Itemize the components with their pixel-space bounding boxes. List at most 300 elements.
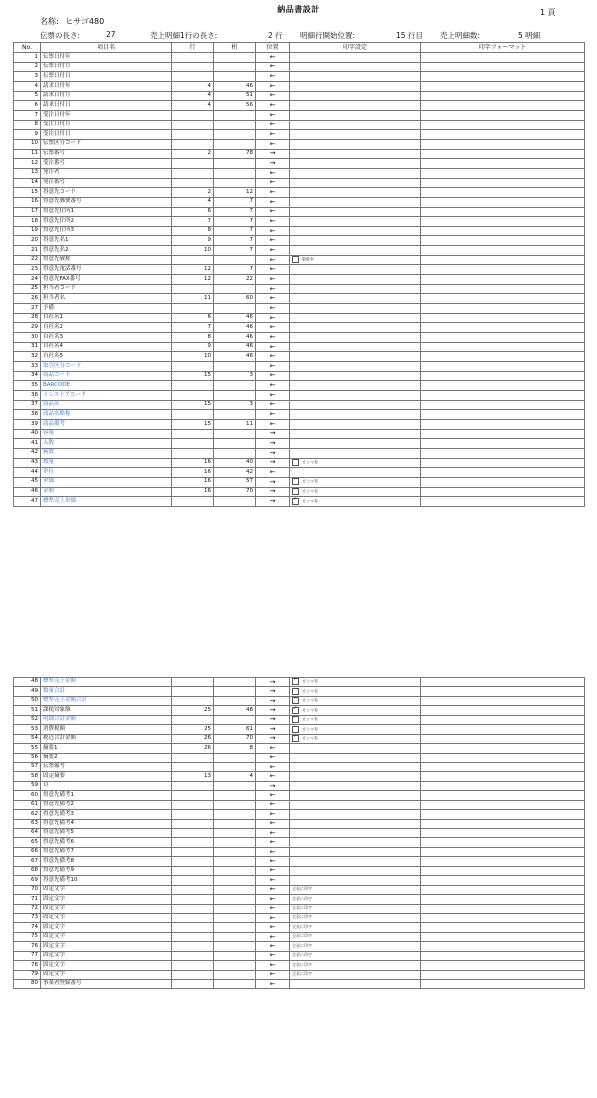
column-value	[214, 159, 256, 169]
alignment-arrow: ←	[256, 744, 290, 753]
row-value	[172, 847, 214, 856]
print-setting-cell	[290, 696, 421, 705]
comma-checkbox[interactable]	[292, 256, 299, 263]
row-number: 46	[14, 487, 41, 497]
print-format-cell	[421, 772, 585, 781]
row-number: 57	[14, 762, 41, 771]
print-setting-cell	[290, 781, 421, 790]
alignment-arrow: →	[256, 687, 290, 696]
comma-checkbox[interactable]	[292, 488, 299, 495]
form-name-label: 名称:	[40, 17, 59, 26]
print-format-cell	[421, 255, 585, 265]
alignment-arrow: →	[256, 477, 290, 487]
column-value: 46	[214, 313, 256, 323]
item-name: 明細合計金額	[41, 715, 172, 724]
print-setting-cell	[290, 923, 421, 932]
print-format-cell	[421, 781, 585, 790]
row-number: 48	[14, 678, 41, 687]
print-setting-cell	[290, 304, 421, 314]
alignment-arrow: ←	[256, 819, 290, 828]
print-setting-cell	[290, 419, 421, 429]
item-name: 得意先名2	[41, 246, 172, 256]
item-name: 伝票日付日	[41, 72, 172, 82]
alignment-arrow: ←	[256, 304, 290, 314]
alignment-arrow: ←	[256, 197, 290, 207]
alignment-arrow: →	[256, 678, 290, 687]
print-format-cell	[421, 81, 585, 91]
column-value	[214, 381, 256, 391]
comma-checkbox[interactable]	[292, 478, 299, 485]
comma-checkbox[interactable]	[292, 726, 299, 733]
row-value	[172, 159, 214, 169]
alignment-arrow: ←	[256, 838, 290, 847]
print-format-cell	[421, 762, 585, 771]
column-value	[214, 429, 256, 439]
row-number: 71	[14, 895, 41, 904]
item-name: 取引区分コード	[41, 362, 172, 372]
column-value	[214, 53, 256, 63]
alignment-arrow: ←	[256, 217, 290, 227]
column-value	[214, 961, 256, 970]
print-setting-cell	[290, 342, 421, 352]
comma-checkbox[interactable]	[292, 498, 299, 505]
comma-checkbox[interactable]	[292, 459, 299, 466]
item-name: 商品名略称	[41, 410, 172, 420]
print-all-pages-note: 全頁に印字	[292, 933, 312, 939]
row-value	[172, 178, 214, 188]
checkbox-label: カンマ有	[302, 498, 318, 504]
item-name: 固定文字	[41, 923, 172, 932]
column-value	[214, 439, 256, 449]
row-number: 42	[14, 448, 41, 458]
alignment-arrow: ←	[256, 942, 290, 951]
column-value	[214, 62, 256, 72]
comma-checkbox[interactable]	[292, 697, 299, 704]
column-value: 46	[214, 323, 256, 333]
row-value: 10	[172, 352, 214, 362]
print-format-cell	[421, 323, 585, 333]
row-value	[172, 284, 214, 294]
column-value: 46	[214, 81, 256, 91]
column-value	[214, 970, 256, 979]
row-value: 4	[172, 101, 214, 111]
item-name: 固定文字	[41, 904, 172, 913]
table-row	[14, 217, 585, 227]
print-setting-cell	[290, 168, 421, 178]
item-name: BARCODE	[41, 381, 172, 391]
row-value: 11	[172, 294, 214, 304]
alignment-arrow: ←	[256, 168, 290, 178]
table-row	[14, 419, 585, 429]
row-number: 47	[14, 497, 41, 507]
row-value: 9	[172, 342, 214, 352]
column-value	[214, 781, 256, 790]
table-row	[14, 381, 585, 391]
row-number: 70	[14, 885, 41, 894]
table-row	[14, 781, 585, 790]
table-row	[14, 429, 585, 439]
row-number: 43	[14, 458, 41, 468]
alignment-arrow: →	[256, 429, 290, 439]
table-row	[14, 970, 585, 979]
alignment-arrow: ←	[256, 178, 290, 188]
row-number: 26	[14, 294, 41, 304]
item-name: 得意先FAX番号	[41, 275, 172, 285]
print-all-pages-note: 全頁に印字	[292, 942, 312, 948]
print-format-cell	[421, 458, 585, 468]
comma-checkbox[interactable]	[292, 735, 299, 742]
print-format-cell	[421, 168, 585, 178]
row-number: 36	[14, 390, 41, 400]
print-setting-cell	[290, 188, 421, 198]
print-setting-cell	[290, 284, 421, 294]
item-name: 得意先住所3	[41, 226, 172, 236]
row-value	[172, 715, 214, 724]
alignment-arrow: ←	[256, 207, 290, 217]
print-format-cell	[421, 333, 585, 343]
comma-checkbox[interactable]	[292, 707, 299, 714]
checkbox-label: カンマ有	[302, 688, 318, 694]
print-format-cell	[421, 439, 585, 449]
alignment-arrow: →	[256, 159, 290, 169]
table-row	[14, 188, 585, 198]
row-number: 31	[14, 342, 41, 352]
item-name: 箱数	[41, 448, 172, 458]
print-setting-cell	[290, 744, 421, 753]
item-name: 得意先備考7	[41, 847, 172, 856]
row-number: 29	[14, 323, 41, 333]
row-number: 38	[14, 410, 41, 420]
table-row	[14, 487, 585, 497]
column-value: 46	[214, 342, 256, 352]
item-name: 受注日付月	[41, 120, 172, 130]
print-setting-cell	[290, 91, 421, 101]
detail-start-value: 15 行目	[396, 31, 423, 40]
item-name: 得意先備考8	[41, 857, 172, 866]
row-value	[172, 390, 214, 400]
print-setting-cell	[290, 458, 421, 468]
item-name: 固定文字	[41, 913, 172, 922]
print-format-cell	[421, 497, 585, 507]
column-value	[214, 696, 256, 705]
row-number: 16	[14, 197, 41, 207]
row-number: 77	[14, 951, 41, 960]
print-setting-cell	[290, 829, 421, 838]
row-number: 44	[14, 468, 41, 478]
checkbox-label: カンマ有	[302, 707, 318, 713]
slip-length-label: 伝票の長さ:	[40, 31, 81, 40]
item-name: 受注番号	[41, 159, 172, 169]
comma-checkbox[interactable]	[292, 678, 299, 685]
table-row	[14, 791, 585, 800]
alignment-arrow: ←	[256, 352, 290, 362]
print-format-cell	[421, 294, 585, 304]
row-value: 2	[172, 188, 214, 198]
column-value	[214, 876, 256, 885]
table-row	[14, 439, 585, 449]
item-name: 税込合計金額	[41, 734, 172, 743]
row-value	[172, 255, 214, 265]
column-value: 11	[214, 419, 256, 429]
print-format-cell	[421, 866, 585, 875]
table-row	[14, 497, 585, 507]
print-format-cell	[421, 419, 585, 429]
alignment-arrow: ←	[256, 980, 290, 989]
alignment-arrow: ←	[256, 951, 290, 960]
item-name: 得意先備考9	[41, 866, 172, 875]
print-format-cell	[421, 734, 585, 743]
print-format-cell	[421, 706, 585, 715]
row-value: 12	[172, 265, 214, 275]
print-format-cell	[421, 178, 585, 188]
table-row	[14, 753, 585, 762]
alignment-arrow: ←	[256, 866, 290, 875]
page-number: 1 頁	[540, 8, 556, 17]
item-name: 固定文字	[41, 932, 172, 941]
print-all-pages-note: 全頁に印字	[292, 952, 312, 958]
detail-count-value: 5 明細	[518, 31, 541, 40]
print-setting-cell	[290, 53, 421, 63]
col-header-print-format: 印字フォーマット	[421, 43, 585, 53]
alignment-arrow: →	[256, 725, 290, 734]
row-value: 26	[172, 734, 214, 743]
print-setting-cell	[290, 101, 421, 111]
col-header-row: 行	[172, 43, 214, 53]
row-number: 62	[14, 810, 41, 819]
col-header-no: No.	[14, 43, 41, 53]
table-row	[14, 847, 585, 856]
document-title: 納品書設計	[277, 5, 320, 14]
print-setting-cell	[290, 246, 421, 256]
row-number: 8	[14, 120, 41, 130]
print-format-cell	[421, 468, 585, 478]
column-value: 51	[214, 91, 256, 101]
alignment-arrow: ←	[256, 53, 290, 63]
row-number: 13	[14, 168, 41, 178]
row-number: 21	[14, 246, 41, 256]
print-setting-cell	[290, 294, 421, 304]
print-setting-cell	[290, 197, 421, 207]
item-name: 金額	[41, 487, 172, 497]
row-value: 2	[172, 149, 214, 159]
column-value: 8	[214, 744, 256, 753]
alignment-arrow: ←	[256, 762, 290, 771]
item-name: 受注日付日	[41, 130, 172, 140]
row-value	[172, 110, 214, 120]
print-setting-cell	[290, 390, 421, 400]
column-value	[214, 687, 256, 696]
row-value: 4	[172, 197, 214, 207]
row-number: 61	[14, 800, 41, 809]
print-format-cell	[421, 810, 585, 819]
print-format-cell	[421, 942, 585, 951]
alignment-arrow: ←	[256, 923, 290, 932]
print-setting-cell	[290, 110, 421, 120]
print-format-cell	[421, 819, 585, 828]
row-value	[172, 753, 214, 762]
alignment-arrow: →	[256, 458, 290, 468]
alignment-arrow: →	[256, 439, 290, 449]
checkbox-label: カンマ有	[302, 697, 318, 703]
column-value	[214, 810, 256, 819]
print-setting-cell	[290, 876, 421, 885]
print-setting-cell	[290, 448, 421, 458]
row-value	[172, 139, 214, 149]
table-row	[14, 352, 585, 362]
print-format-cell	[421, 236, 585, 246]
row-value: 7	[172, 217, 214, 227]
table-row	[14, 706, 585, 715]
row-number: 55	[14, 744, 41, 753]
print-setting-cell	[290, 400, 421, 410]
print-format-cell	[421, 715, 585, 724]
row-number: 65	[14, 838, 41, 847]
print-setting-cell	[290, 207, 421, 217]
table-row	[14, 197, 585, 207]
print-format-cell	[421, 829, 585, 838]
item-name: 固定文字	[41, 885, 172, 894]
table-row	[14, 800, 585, 809]
row-value	[172, 120, 214, 130]
table-row	[14, 857, 585, 866]
column-value: 7	[214, 207, 256, 217]
table-row	[14, 951, 585, 960]
item-name: 数量	[41, 458, 172, 468]
print-format-cell	[421, 838, 585, 847]
item-name: 得意先備考4	[41, 819, 172, 828]
detail-count-label: 売上明細数:	[440, 31, 481, 40]
column-value: 3	[214, 371, 256, 381]
table-row	[14, 255, 585, 265]
item-name: 担当者名	[41, 294, 172, 304]
table-row	[14, 895, 585, 904]
checkbox-label: カンマ有	[302, 459, 318, 465]
column-value: 60	[214, 294, 256, 304]
item-name: 事業者登録番号	[41, 980, 172, 989]
alignment-arrow: ←	[256, 265, 290, 275]
row-number: 19	[14, 226, 41, 236]
row-number: 69	[14, 876, 41, 885]
item-name: 入数	[41, 439, 172, 449]
row-number: 37	[14, 400, 41, 410]
row-value	[172, 429, 214, 439]
column-value	[214, 829, 256, 838]
print-setting-cell	[290, 800, 421, 809]
table-row	[14, 72, 585, 82]
row-value: 25	[172, 706, 214, 715]
item-name: 固定文字	[41, 970, 172, 979]
alignment-arrow: ←	[256, 294, 290, 304]
alignment-arrow: ←	[256, 932, 290, 941]
print-all-pages-note: 全頁に印字	[292, 961, 312, 967]
print-setting-cell	[290, 895, 421, 904]
item-name: 容量	[41, 429, 172, 439]
item-name: 伝票番号	[41, 149, 172, 159]
table-row	[14, 342, 585, 352]
print-format-cell	[421, 72, 585, 82]
table-row	[14, 91, 585, 101]
row-number: 45	[14, 477, 41, 487]
row-number: 50	[14, 696, 41, 705]
alignment-arrow: ←	[256, 323, 290, 333]
checkbox-label: カンマ有	[302, 678, 318, 684]
table-row	[14, 168, 585, 178]
comma-checkbox[interactable]	[292, 716, 299, 723]
row-number: 2	[14, 62, 41, 72]
alignment-arrow: →	[256, 497, 290, 507]
row-number: 6	[14, 101, 41, 111]
table-row	[14, 120, 585, 130]
row-value	[172, 895, 214, 904]
print-setting-cell	[290, 762, 421, 771]
print-setting-cell	[290, 429, 421, 439]
column-value: 7	[214, 226, 256, 236]
table-row	[14, 448, 585, 458]
row-number: 35	[14, 381, 41, 391]
alignment-arrow: →	[256, 781, 290, 790]
table-row	[14, 265, 585, 275]
row-value	[172, 942, 214, 951]
row-value	[172, 53, 214, 63]
print-format-cell	[421, 429, 585, 439]
print-setting-cell	[290, 323, 421, 333]
row-number: 41	[14, 439, 41, 449]
print-format-cell	[421, 101, 585, 111]
alignment-arrow: ←	[256, 847, 290, 856]
row-value	[172, 762, 214, 771]
print-setting-cell	[290, 838, 421, 847]
column-value	[214, 362, 256, 372]
print-format-cell	[421, 188, 585, 198]
print-setting-cell	[290, 226, 421, 236]
checkbox-label: カンマ有	[302, 716, 318, 722]
print-setting-cell	[290, 81, 421, 91]
print-setting-cell	[290, 885, 421, 894]
column-value: 7	[214, 246, 256, 256]
item-name: 商品名	[41, 400, 172, 410]
column-value	[214, 800, 256, 809]
column-value	[214, 885, 256, 894]
column-value	[214, 72, 256, 82]
print-format-cell	[421, 923, 585, 932]
item-name: 自社名5	[41, 352, 172, 362]
row-value	[172, 819, 214, 828]
table-row	[14, 744, 585, 753]
checkbox-label: カンマ有	[302, 478, 318, 484]
row-value	[172, 923, 214, 932]
row-value	[172, 439, 214, 449]
alignment-arrow: →	[256, 696, 290, 705]
row-number: 39	[14, 419, 41, 429]
table-row	[14, 178, 585, 188]
print-setting-cell	[290, 275, 421, 285]
print-setting-cell	[290, 913, 421, 922]
print-setting-cell	[290, 477, 421, 487]
alignment-arrow: ←	[256, 381, 290, 391]
alignment-arrow: ←	[256, 791, 290, 800]
column-value	[214, 497, 256, 507]
comma-checkbox[interactable]	[292, 688, 299, 695]
print-setting-cell	[290, 371, 421, 381]
table-row	[14, 913, 585, 922]
row-value: 13	[172, 772, 214, 781]
slip-length-value: 27	[106, 30, 116, 39]
alignment-arrow: ←	[256, 829, 290, 838]
column-value	[214, 923, 256, 932]
print-format-cell	[421, 371, 585, 381]
row-value: 16	[172, 468, 214, 478]
row-number: 27	[14, 304, 41, 314]
